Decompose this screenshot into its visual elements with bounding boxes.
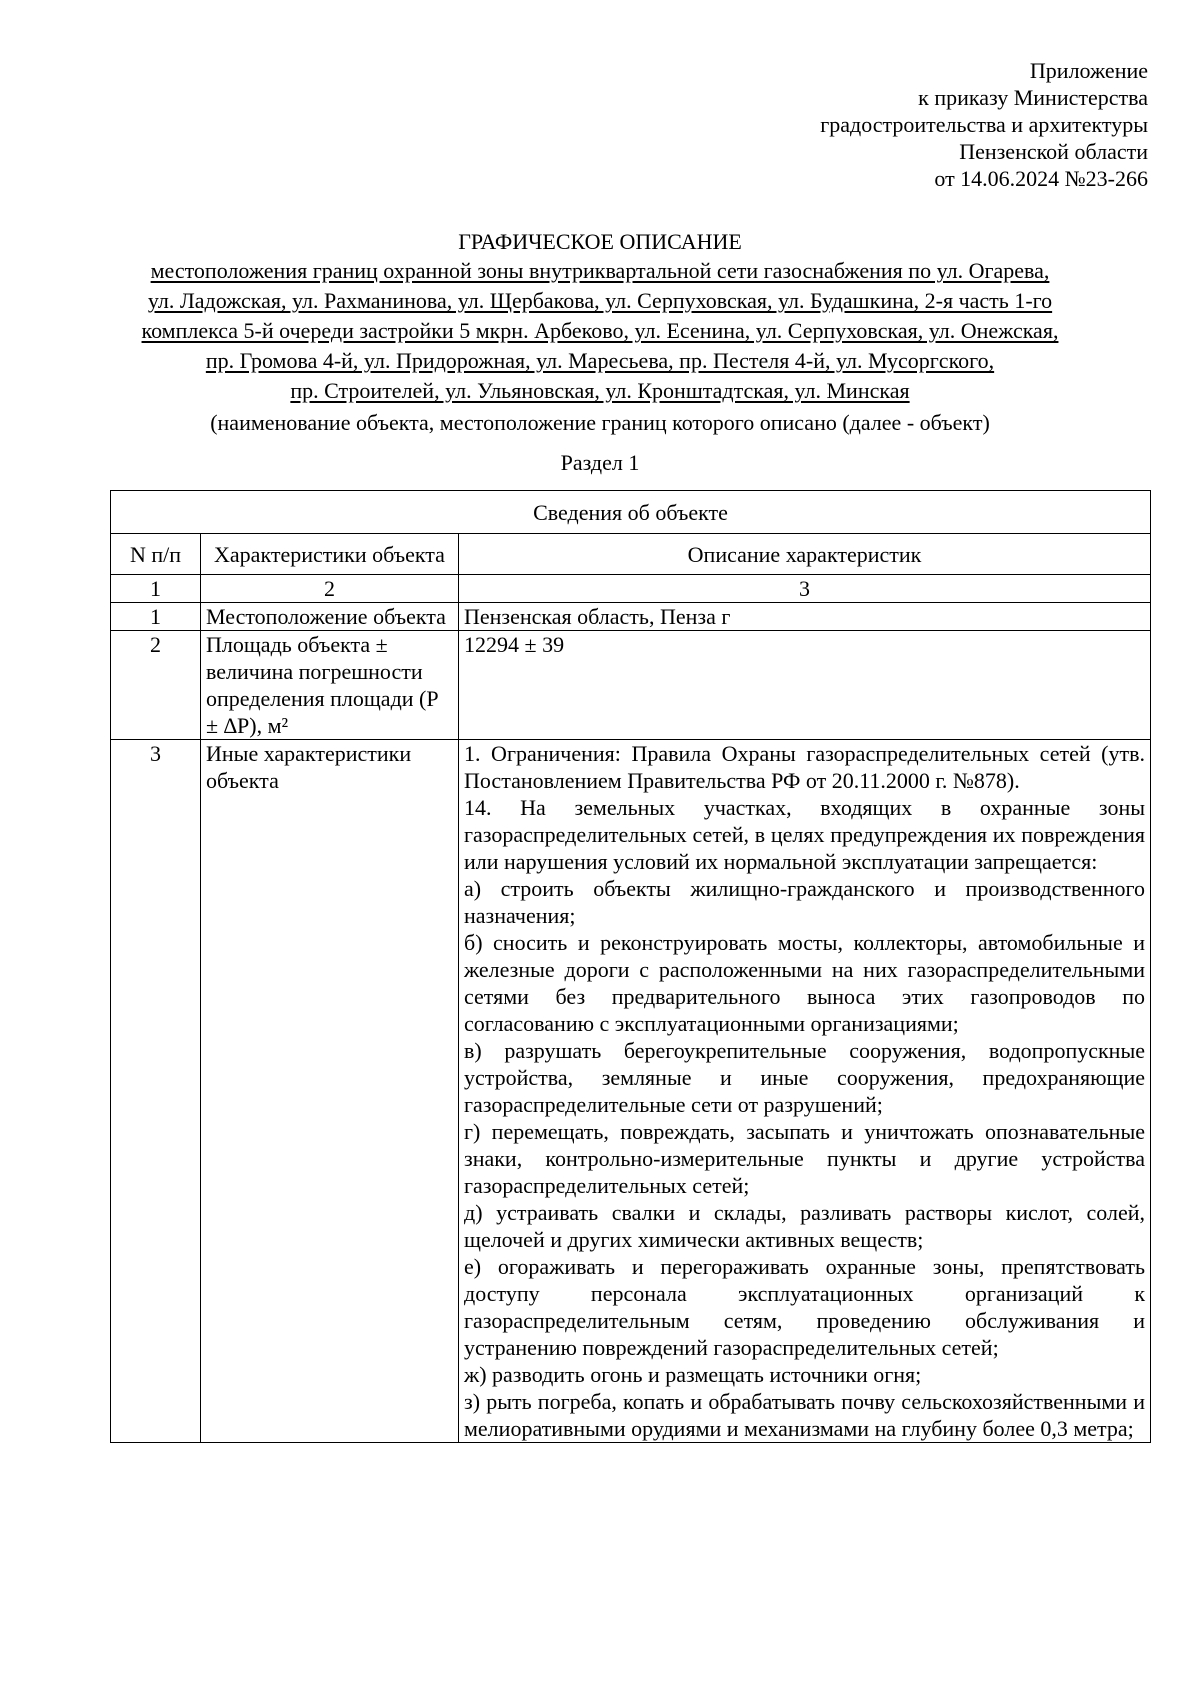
column-number: 2 [201, 575, 459, 603]
header-characteristic: Характеристики объекта [201, 534, 459, 575]
row-description: Пензенская область, Пенза г [459, 603, 1151, 631]
row-description [459, 740, 1151, 1443]
appendix-line: от 14.06.2024 №23-266 [934, 166, 1148, 191]
appendix-block [628, 57, 1148, 192]
row-number: 2 [111, 631, 201, 740]
table-row [111, 740, 1151, 1443]
object-name-line: пр. Громова 4-й, ул. Придорожная, ул. Маресьева, пр. Пестеля 4-й, ул. Мусоргского, [205, 348, 995, 373]
description-paragraph: ж) разводить огонь и размещать источники огня; [464, 1362, 922, 1387]
object-info-table [110, 490, 1151, 1443]
appendix-line: градостроительства и архитектуры [820, 112, 1148, 137]
description-paragraph: г) перемещать, повреждать, засыпать и уничтожать опознавательные знаки, контрольно-измерительные пункты и другие устройства газораспределительных сетей; [464, 1119, 1146, 1198]
table-row [111, 603, 1151, 631]
appendix-line: к приказу Министерства [918, 85, 1148, 110]
description-paragraph: 14. На земельных участках, входящих в охранные зоны газораспределительных сетей, в целях предупреждения их повреждения или нарушения условий их нормальной эксплуатации запрещается: [464, 795, 1146, 874]
object-name [40, 256, 1160, 406]
column-number-row [111, 575, 1151, 603]
table-caption: Сведения об объекте [111, 491, 1151, 534]
document-title: ГРАФИЧЕСКОЕ ОПИСАНИЕ [458, 229, 742, 254]
row-number: 1 [111, 603, 201, 631]
appendix-line: Пензенской области [959, 139, 1148, 164]
table-row [111, 631, 1151, 740]
object-name-line: ул. Ладожская, ул. Рахманинова, ул. Щербакова, ул. Серпуховская, ул. Будашкина, 2-я часть 1-го [147, 288, 1053, 313]
table-header-row [111, 534, 1151, 575]
description-paragraph: д) устраивать свалки и склады, разливать растворы кислот, солей, щелочей и других химически активных веществ; [464, 1200, 1146, 1252]
description-paragraph: е) огораживать и перегораживать охранные зоны, препятствовать доступу персонала эксплуатационных организаций к газораспределительным сетям, проведению обслуживания и устранению повреждений газораспределительных сетей; [464, 1254, 1146, 1360]
object-name-line: пр. Строителей, ул. Ульяновская, ул. Кронштадтская, ул. Минская [290, 378, 910, 403]
description-paragraph: а) строить объекты жилищно-гражданского и производственного назначения; [464, 876, 1146, 928]
row-description: 12294 ± 39 [459, 631, 1151, 740]
description-paragraph: б) сносить и реконструировать мосты, коллекторы, автомобильные и железные дороги с расположенными на них газораспределительными сетями без предварительного выноса этих газопроводов по согласованию с эксплуатационными организациями; [464, 930, 1146, 1036]
description-paragraph: 1. Ограничения: Правила Охраны газораспределительных сетей (утв. Постановлением Правительства РФ от 20.11.2000 г. №878). [464, 741, 1146, 793]
section-heading: Раздел 1 [560, 450, 640, 475]
object-caption: (наименование объекта, местоположение границ которого описано (далее - объект) [210, 410, 990, 435]
appendix-line: Приложение [1029, 58, 1148, 83]
column-number: 1 [111, 575, 201, 603]
description-paragraph: в) разрушать берегоукрепительные сооружения, водопропускные устройства, земляные и иные сооружения, предохраняющие газораспределительные сети от разрушений; [464, 1038, 1146, 1117]
header-description: Описание характеристик [459, 534, 1151, 575]
object-name-line: комплекса 5-й очереди застройки 5 мкрн. Арбеково, ул. Есенина, ул. Серпуховская, ул. Онежская, [141, 318, 1059, 343]
row-characteristic: Площадь объекта ± величина погрешности определения площади (Р ± ∆Р), м² [201, 631, 459, 740]
row-characteristic: Местоположение объекта [201, 603, 459, 631]
header-num: N п/п [111, 534, 201, 575]
object-name-line: местоположения границ охранной зоны внутриквартальной сети газоснабжения по ул. Огарева, [150, 258, 1050, 283]
column-number: 3 [459, 575, 1151, 603]
table-caption-row [111, 491, 1151, 534]
row-characteristic: Иные характеристики объекта [201, 740, 459, 1443]
description-paragraph: з) рыть погреба, копать и обрабатывать почву сельскохозяйственными и мелиоративными орудиями и механизмами на глубину более 0,3 метра; [464, 1389, 1146, 1441]
row-number: 3 [111, 740, 201, 1443]
